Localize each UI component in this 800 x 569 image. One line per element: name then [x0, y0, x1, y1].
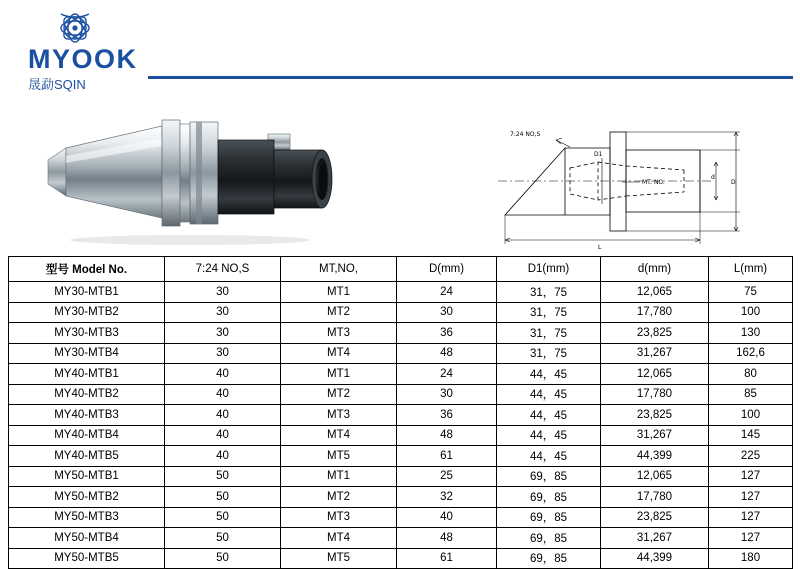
col-header-mt: MT,NO, — [281, 257, 397, 282]
cell-d: 32 — [397, 487, 497, 508]
page-header — [0, 0, 800, 92]
col-header-l: L(mm) — [709, 257, 793, 282]
cell-taper: 40 — [165, 446, 281, 467]
cell-mt: MT1 — [281, 282, 397, 303]
table-row — [9, 302, 793, 323]
cell-d: 36 — [397, 405, 497, 426]
table-row — [9, 384, 793, 405]
cell-d1: 44，45 — [497, 425, 601, 446]
table-row — [9, 364, 793, 385]
cell-d-small: 12,065 — [601, 364, 709, 385]
cell-d-small: 12,065 — [601, 282, 709, 303]
product-photo — [40, 100, 330, 248]
cell-d: 48 — [397, 528, 497, 549]
cell-d-small: 44,399 — [601, 548, 709, 569]
cell-d-small: 23,825 — [601, 323, 709, 344]
cell-d1: 69，85 — [497, 507, 601, 528]
table-body — [9, 282, 793, 569]
cell-taper: 50 — [165, 548, 281, 569]
cell-mt: MT5 — [281, 548, 397, 569]
cell-d1: 44，45 — [497, 364, 601, 385]
col-header-d: D(mm) — [397, 257, 497, 282]
cell-mt: MT3 — [281, 507, 397, 528]
cell-taper: 40 — [165, 364, 281, 385]
cell-d-small: 17,780 — [601, 384, 709, 405]
cell-model: MY30-MTB3 — [9, 323, 165, 344]
cell-l: 85 — [709, 384, 793, 405]
cell-mt: MT1 — [281, 364, 397, 385]
cell-d1: 31，75 — [497, 343, 601, 364]
cell-model: MY30-MTB4 — [9, 343, 165, 364]
cell-mt: MT3 — [281, 323, 397, 344]
cell-d-small: 44,399 — [601, 446, 709, 467]
cell-d1: 31，75 — [497, 302, 601, 323]
cell-d: 30 — [397, 302, 497, 323]
drawing-d-big-label: D — [731, 179, 736, 186]
cell-taper: 40 — [165, 405, 281, 426]
col-header-d-small: d(mm) — [601, 257, 709, 282]
cell-model: MY50-MTB3 — [9, 507, 165, 528]
cell-d: 61 — [397, 446, 497, 467]
cell-d: 61 — [397, 548, 497, 569]
cell-mt: MT2 — [281, 487, 397, 508]
cell-d: 40 — [397, 507, 497, 528]
table-row — [9, 507, 793, 528]
drawing-mt-label: MT. NO. — [642, 179, 665, 186]
table-header-row — [9, 257, 793, 282]
cell-d: 30 — [397, 384, 497, 405]
technical-drawing — [470, 100, 780, 250]
cell-mt: MT4 — [281, 425, 397, 446]
header-divider — [148, 76, 793, 79]
cell-l: 145 — [709, 425, 793, 446]
cell-taper: 50 — [165, 528, 281, 549]
cell-d-small: 12,065 — [601, 466, 709, 487]
cell-l: 100 — [709, 302, 793, 323]
cell-l: 162,6 — [709, 343, 793, 364]
cell-mt: MT4 — [281, 343, 397, 364]
cell-d-small: 31,267 — [601, 425, 709, 446]
cell-d1: 44，45 — [497, 446, 601, 467]
cell-taper: 40 — [165, 384, 281, 405]
cell-model: MY30-MTB2 — [9, 302, 165, 323]
cell-model: MY40-MTB2 — [9, 384, 165, 405]
table-row — [9, 323, 793, 344]
cell-d1: 31，75 — [497, 323, 601, 344]
cell-l: 127 — [709, 487, 793, 508]
drawing-taper-label: 7:24 NO,S — [510, 131, 541, 138]
table-row — [9, 425, 793, 446]
cell-d1: 44，45 — [497, 405, 601, 426]
cell-d1: 69，85 — [497, 487, 601, 508]
cell-d1: 69，85 — [497, 466, 601, 487]
cell-d-small: 23,825 — [601, 405, 709, 426]
cell-d-small: 17,780 — [601, 487, 709, 508]
cell-model: MY40-MTB1 — [9, 364, 165, 385]
cell-taper: 30 — [165, 302, 281, 323]
cell-d: 24 — [397, 364, 497, 385]
cell-d: 36 — [397, 323, 497, 344]
cell-l: 225 — [709, 446, 793, 467]
cell-model: MY30-MTB1 — [9, 282, 165, 303]
cell-model: MY50-MTB1 — [9, 466, 165, 487]
cell-l: 100 — [709, 405, 793, 426]
cell-model: MY40-MTB4 — [9, 425, 165, 446]
drawing-d1-label: D1 — [594, 151, 603, 158]
cell-d-small: 31,267 — [601, 528, 709, 549]
table-row — [9, 466, 793, 487]
cell-d1: 44，45 — [497, 384, 601, 405]
spec-table-wrapper — [8, 256, 792, 569]
cell-d: 48 — [397, 343, 497, 364]
cell-d: 48 — [397, 425, 497, 446]
cell-d: 24 — [397, 282, 497, 303]
cell-taper: 40 — [165, 425, 281, 446]
table-row — [9, 282, 793, 303]
cell-mt: MT1 — [281, 466, 397, 487]
cell-taper: 30 — [165, 343, 281, 364]
cell-d-small: 23,825 — [601, 507, 709, 528]
cell-mt: MT5 — [281, 446, 397, 467]
table-row — [9, 405, 793, 426]
spec-table — [8, 256, 793, 569]
cell-taper: 50 — [165, 466, 281, 487]
cell-d: 25 — [397, 466, 497, 487]
cell-d-small: 31,267 — [601, 343, 709, 364]
cell-model: MY40-MTB5 — [9, 446, 165, 467]
cell-d1: 69，85 — [497, 528, 601, 549]
cell-d-small: 17,780 — [601, 302, 709, 323]
cell-d1: 31，75 — [497, 282, 601, 303]
cell-l: 180 — [709, 548, 793, 569]
cell-model: MY50-MTB5 — [9, 548, 165, 569]
cell-mt: MT4 — [281, 528, 397, 549]
cell-mt: MT3 — [281, 405, 397, 426]
cell-mt: MT2 — [281, 384, 397, 405]
cell-l: 127 — [709, 528, 793, 549]
cell-model: MY50-MTB4 — [9, 528, 165, 549]
table-row — [9, 487, 793, 508]
col-header-taper: 7:24 NO,S — [165, 257, 281, 282]
cell-model: MY40-MTB3 — [9, 405, 165, 426]
drawing-l-label: L — [598, 244, 602, 251]
col-header-model: 型号 Model No. — [9, 257, 165, 282]
table-row — [9, 528, 793, 549]
brand-name: MYOOK — [28, 44, 138, 74]
cell-l: 127 — [709, 507, 793, 528]
cell-taper: 50 — [165, 487, 281, 508]
cell-l: 130 — [709, 323, 793, 344]
cell-taper: 50 — [165, 507, 281, 528]
cell-l: 127 — [709, 466, 793, 487]
cell-taper: 30 — [165, 323, 281, 344]
brand-subtitle: 晟勐SQIN — [28, 77, 86, 92]
cell-d1: 69，85 — [497, 548, 601, 569]
cell-l: 75 — [709, 282, 793, 303]
cell-mt: MT2 — [281, 302, 397, 323]
col-header-d1: D1(mm) — [497, 257, 601, 282]
table-row — [9, 548, 793, 569]
table-row — [9, 446, 793, 467]
cell-model: MY50-MTB2 — [9, 487, 165, 508]
cell-taper: 30 — [165, 282, 281, 303]
drawing-d-small-label: d — [711, 174, 715, 181]
table-row — [9, 343, 793, 364]
cell-l: 80 — [709, 364, 793, 385]
